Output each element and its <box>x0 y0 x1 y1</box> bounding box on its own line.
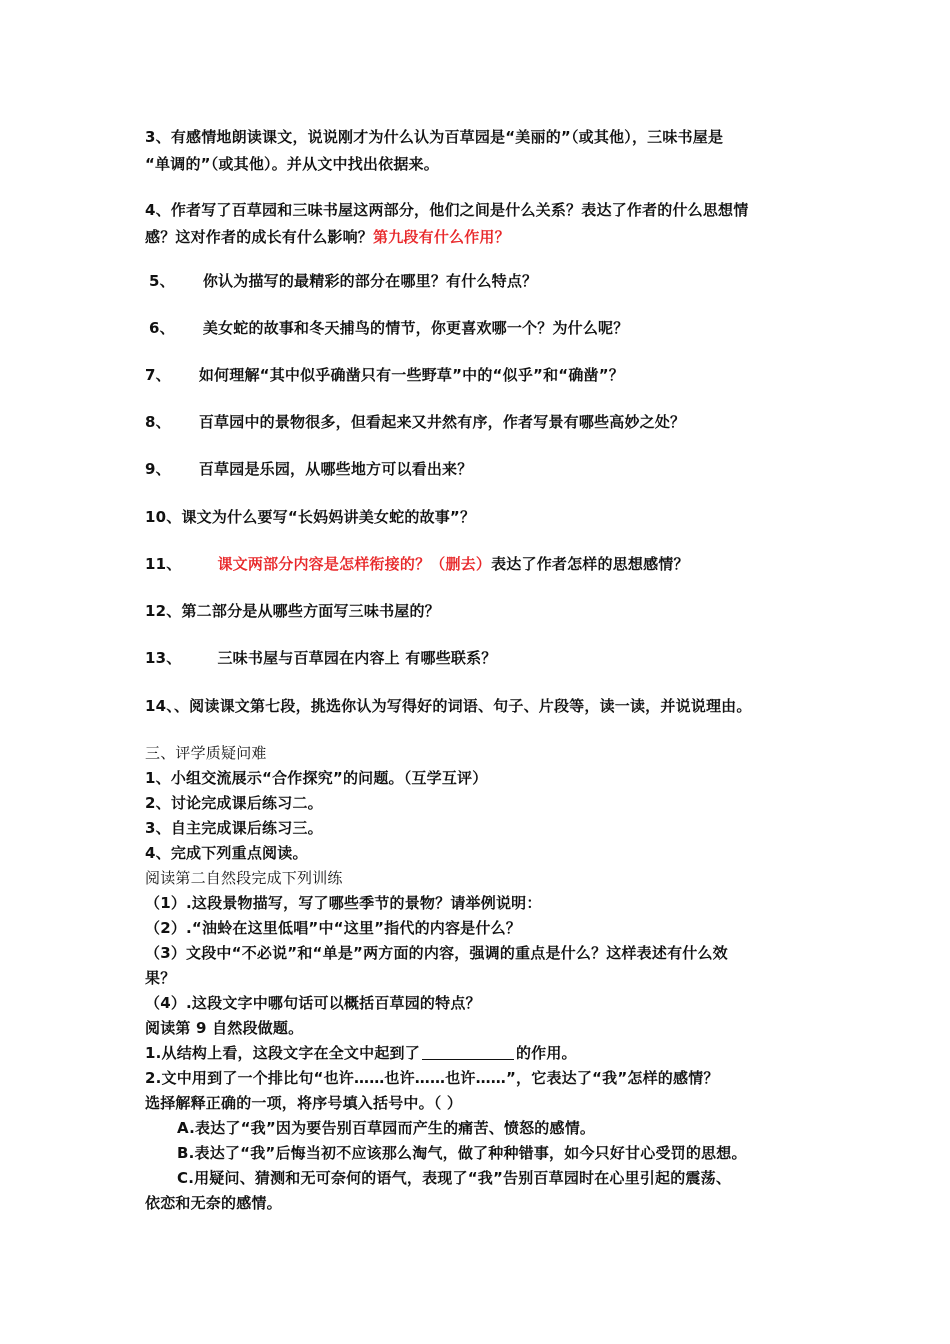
reading-9-title: 阅读第 9 自然段做题。 <box>145 1019 304 1037</box>
option-c-line-1: C.用疑问、猜测和无可奈何的语气，表现了“我”告别百草园时在心里引起的震荡、 <box>177 1169 732 1187</box>
reading-2-question-3-line-2: 果？ <box>145 969 176 987</box>
question-4-text: 感？这对作者的成长有什么影响？ <box>145 228 374 246</box>
question-8-text: 百草园中的景物很多，但看起来又井然有序，作者写景有哪些高妙之处？ <box>198 413 686 431</box>
question-7-text: 如何理解“其中似乎确凿只有一些野草”中的“似乎”和“确凿”？ <box>198 366 624 384</box>
question-11-deleted-text: 课文两部分内容是怎样衔接的？（删去） <box>217 555 492 573</box>
question-13 <box>145 647 497 669</box>
section-3-item-3: 3、自主完成课后练习三。 <box>145 819 323 837</box>
question-6-number: 6、 <box>149 319 175 337</box>
question-11-number: 11、 <box>145 555 182 573</box>
question-10: 10、课文为什么要写“长妈妈讲美女蛇的故事”？ <box>145 508 476 526</box>
reading-2-question-1: （1）.这段景物描写，写了哪些季节的景物？请举例说明： <box>145 894 542 912</box>
question-8 <box>145 411 685 433</box>
question-9-number: 9、 <box>145 460 171 478</box>
question-4-highlight: 第九段有什么作用？ <box>373 228 510 246</box>
question-4-line-1: 4、作者写了百草园和三味书屋这两部分，他们之间是什么关系？表达了作者的什么思想情 <box>145 201 749 219</box>
reading-9-question-2-line-2: 选择解释正确的一项，将序号填入括号中。（ ） <box>145 1094 463 1112</box>
reading-2-question-2: （2）.“油蛉在这里低唱”中“这里”指代的内容是什么？ <box>145 919 521 937</box>
question-11-text: 表达了作者怎样的思想感情？ <box>491 555 689 573</box>
reading-9-question-1-after: 的作用。 <box>515 1044 577 1062</box>
reading-2-question-4: （4）.这段文字中哪句话可以概括百草园的特点？ <box>145 994 481 1012</box>
section-3-item-1: 1、小组交流展示“合作探究”的问题。（互学互评） <box>145 769 488 787</box>
question-8-number: 8、 <box>145 413 171 431</box>
reading-2-question-3-line-1: （3）文段中“不必说”和“单是”两方面的内容，强调的重点是什么？这样表述有什么效 <box>145 944 728 962</box>
question-14: 14、、阅读课文第七段，挑选你认为写得好的词语、句子、片段等，读一读，并说说理由。 <box>145 697 752 715</box>
question-6 <box>149 317 628 339</box>
answer-blank[interactable] <box>422 1045 514 1060</box>
section-3-heading: 三、评学质疑问难 <box>145 744 267 762</box>
option-c-line-2: 依恋和无奈的感情。 <box>145 1194 282 1212</box>
section-3-item-2: 2、讨论完成课后练习二。 <box>145 794 323 812</box>
question-7 <box>145 364 624 386</box>
question-13-number: 13、 <box>145 649 182 667</box>
question-3-line-1: 3、有感情地朗读课文，说说刚才为什么认为百草园是“美丽的”（或其他），三味书屋是 <box>145 128 724 146</box>
question-5 <box>149 270 537 292</box>
option-b: B.表达了“我”后悔当初不应该那么淘气，做了种种错事，如今只好甘心受罚的思想。 <box>177 1144 747 1162</box>
reading-2-title: 阅读第二自然段完成下列训练 <box>145 869 343 887</box>
question-7-number: 7、 <box>145 366 171 384</box>
question-9 <box>145 458 472 480</box>
question-5-text: 你认为描写的最精彩的部分在哪里？有什么特点？ <box>202 272 538 290</box>
question-3-line-2: “单调的”（或其他）。并从文中找出依据来。 <box>145 155 439 173</box>
section-3-item-4: 4、完成下列重点阅读。 <box>145 844 308 862</box>
question-12: 12、第二部分是从哪些方面写三味书屋的？ <box>145 602 440 620</box>
question-6-text: 美女蛇的故事和冬天捕鸟的情节，你更喜欢哪一个？为什么呢？ <box>202 319 629 337</box>
question-9-text: 百草园是乐园，从哪些地方可以看出来？ <box>198 460 473 478</box>
reading-9-question-1-before: 1.从结构上看，这段文字在全文中起到了 <box>145 1044 420 1062</box>
question-5-number: 5、 <box>149 272 175 290</box>
reading-9-question-1 <box>145 1042 577 1064</box>
question-4-line-2 <box>145 226 510 248</box>
option-a: A.表达了“我”因为要告别百草园而产生的痛苦、愤怒的感情。 <box>177 1119 596 1137</box>
reading-9-question-2-line-1: 2.文中用到了一个排比句“也许……也许……也许……”，它表达了“我”怎样的感情？ <box>145 1069 719 1087</box>
question-11 <box>145 553 689 575</box>
question-13-text: 三味书屋与百草园在内容上 有哪些联系？ <box>217 649 497 667</box>
